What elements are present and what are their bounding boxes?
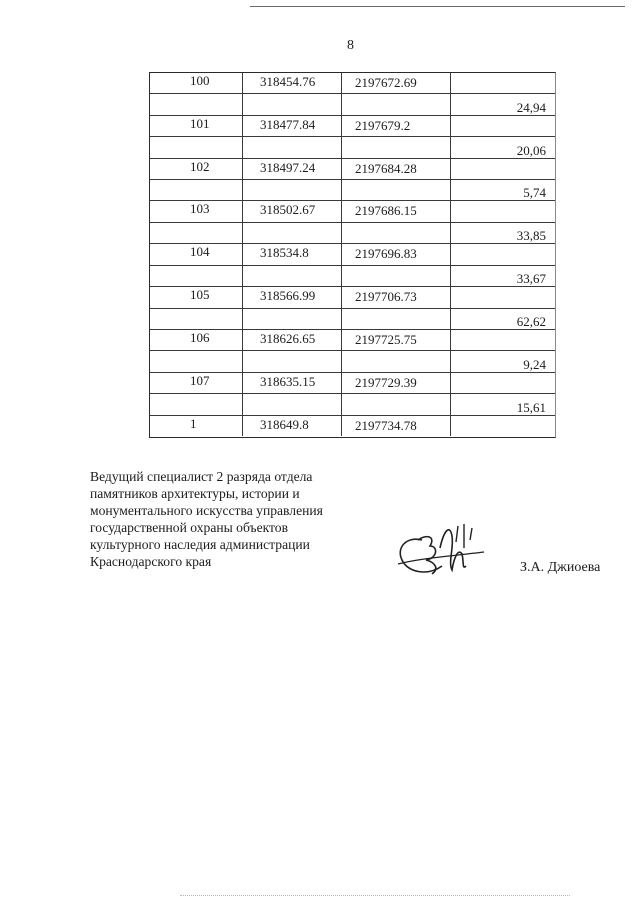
distance-cell-text: 62,62 bbox=[516, 313, 546, 329]
point-number-cell bbox=[150, 373, 243, 393]
y-coordinate-cell-text: 2197725.75 bbox=[355, 331, 417, 347]
table-row bbox=[150, 266, 555, 287]
distance-cell bbox=[451, 223, 555, 243]
x-coordinate-cell bbox=[243, 180, 342, 200]
x-coordinate-cell bbox=[243, 223, 342, 243]
distance-cell bbox=[451, 351, 555, 371]
point-number-cell bbox=[150, 330, 243, 350]
point-number-cell bbox=[150, 201, 243, 221]
point-number-cell bbox=[150, 159, 243, 179]
point-number-cell-text: 100 bbox=[190, 73, 210, 88]
distance-cell-text: 24,94 bbox=[516, 99, 546, 115]
y-coordinate-cell bbox=[342, 116, 451, 136]
signer-title: Ведущий специалист 2 разряда отдела памятников архитектуры, истории и монументального искусства управления государственной охраны объектов культурного наследия администрации Краснодарского края bbox=[90, 469, 323, 569]
distance-cell bbox=[451, 94, 555, 114]
point-number-cell bbox=[150, 116, 243, 136]
table-row bbox=[150, 244, 555, 265]
point-number-cell bbox=[150, 180, 243, 200]
table-row bbox=[150, 416, 555, 436]
x-coordinate-cell bbox=[243, 416, 342, 436]
x-coordinate-cell bbox=[243, 159, 342, 179]
table-row bbox=[150, 159, 555, 180]
table-row bbox=[150, 309, 555, 330]
y-coordinate-cell bbox=[342, 266, 451, 286]
point-number-cell-text: 102 bbox=[190, 158, 210, 174]
point-number-cell bbox=[150, 73, 243, 93]
distance-cell bbox=[451, 137, 555, 157]
x-coordinate-cell bbox=[243, 351, 342, 371]
distance-cell bbox=[451, 416, 555, 436]
y-coordinate-cell bbox=[342, 330, 451, 350]
point-number-cell-text: 107 bbox=[190, 372, 210, 388]
x-coordinate-cell bbox=[243, 201, 342, 221]
x-coordinate-cell-text: 318635.15 bbox=[260, 373, 316, 389]
distance-cell bbox=[451, 73, 555, 93]
distance-cell bbox=[451, 394, 555, 414]
table-row bbox=[150, 116, 555, 137]
table-row bbox=[150, 287, 555, 308]
distance-cell bbox=[451, 159, 555, 179]
table-row bbox=[150, 73, 555, 94]
point-number-cell-text: 101 bbox=[190, 115, 210, 131]
distance-cell bbox=[451, 287, 555, 307]
point-number-cell bbox=[150, 94, 243, 114]
y-coordinate-cell bbox=[342, 180, 451, 200]
x-coordinate-cell-text: 318649.8 bbox=[260, 416, 309, 432]
point-number-cell bbox=[150, 394, 243, 414]
distance-cell bbox=[451, 330, 555, 350]
y-coordinate-cell bbox=[342, 94, 451, 114]
y-coordinate-cell-text: 2197729.39 bbox=[355, 374, 417, 390]
y-coordinate-cell bbox=[342, 287, 451, 307]
distance-cell-text: 5,74 bbox=[523, 185, 546, 201]
point-number-cell bbox=[150, 137, 243, 157]
distance-cell bbox=[451, 116, 555, 136]
point-number-cell bbox=[150, 309, 243, 329]
y-coordinate-cell bbox=[342, 137, 451, 157]
x-coordinate-cell bbox=[243, 116, 342, 136]
x-coordinate-cell bbox=[243, 330, 342, 350]
x-coordinate-cell bbox=[243, 309, 342, 329]
table-row bbox=[150, 137, 555, 158]
x-coordinate-cell bbox=[243, 287, 342, 307]
y-coordinate-cell bbox=[342, 373, 451, 393]
coordinates-table bbox=[149, 72, 556, 438]
y-coordinate-cell-text: 2197684.28 bbox=[355, 160, 417, 176]
y-coordinate-cell-text: 2197672.69 bbox=[355, 75, 417, 90]
table-row bbox=[150, 351, 555, 372]
y-coordinate-cell bbox=[342, 73, 451, 93]
y-coordinate-cell bbox=[342, 416, 451, 436]
distance-cell-text: 33,67 bbox=[516, 271, 546, 287]
table-row bbox=[150, 223, 555, 244]
x-coordinate-cell-text: 318534.8 bbox=[260, 245, 309, 261]
table-row bbox=[150, 180, 555, 201]
distance-cell-text: 20,06 bbox=[516, 142, 546, 158]
y-coordinate-cell-text: 2197706.73 bbox=[355, 289, 417, 305]
point-number-cell bbox=[150, 244, 243, 264]
y-coordinate-cell-text: 2197696.83 bbox=[355, 246, 417, 262]
y-coordinate-cell bbox=[342, 351, 451, 371]
x-coordinate-cell-text: 318566.99 bbox=[260, 288, 316, 304]
distance-cell-text: 9,24 bbox=[523, 356, 546, 372]
distance-cell-text: 33,85 bbox=[516, 228, 546, 244]
point-number-cell bbox=[150, 266, 243, 286]
point-number-cell bbox=[150, 351, 243, 371]
distance-cell bbox=[451, 373, 555, 393]
table-row bbox=[150, 201, 555, 222]
x-coordinate-cell bbox=[243, 73, 342, 93]
x-coordinate-cell bbox=[243, 137, 342, 157]
y-coordinate-cell bbox=[342, 223, 451, 243]
scan-artifact-line bbox=[180, 895, 570, 898]
point-number-cell bbox=[150, 223, 243, 243]
point-number-cell-text: 1 bbox=[190, 415, 197, 431]
x-coordinate-cell bbox=[243, 94, 342, 114]
top-rule bbox=[250, 6, 625, 7]
table-row bbox=[150, 394, 555, 415]
signer-name: З.А. Джиоева bbox=[520, 560, 601, 575]
y-coordinate-cell bbox=[342, 159, 451, 179]
table-row bbox=[150, 94, 555, 115]
distance-cell bbox=[451, 309, 555, 329]
y-coordinate-cell bbox=[342, 394, 451, 414]
x-coordinate-cell bbox=[243, 373, 342, 393]
point-number-cell-text: 105 bbox=[190, 287, 210, 303]
distance-cell bbox=[451, 201, 555, 221]
distance-cell bbox=[451, 244, 555, 264]
point-number-cell-text: 104 bbox=[190, 244, 210, 260]
point-number-cell bbox=[150, 416, 243, 436]
table-row bbox=[150, 373, 555, 394]
distance-cell bbox=[451, 266, 555, 286]
x-coordinate-cell bbox=[243, 244, 342, 264]
y-coordinate-cell bbox=[342, 309, 451, 329]
point-number-cell-text: 106 bbox=[190, 329, 210, 345]
y-coordinate-cell-text: 2197686.15 bbox=[355, 203, 417, 219]
page-number: 8 bbox=[347, 38, 354, 53]
x-coordinate-cell-text: 318502.67 bbox=[260, 202, 316, 218]
x-coordinate-cell bbox=[243, 266, 342, 286]
y-coordinate-cell-text: 2197734.78 bbox=[355, 417, 417, 433]
distance-cell bbox=[451, 180, 555, 200]
point-number-cell-text: 103 bbox=[190, 201, 210, 217]
x-coordinate-cell bbox=[243, 394, 342, 414]
table-row bbox=[150, 330, 555, 351]
x-coordinate-cell-text: 318626.65 bbox=[260, 330, 316, 346]
y-coordinate-cell-text: 2197679.2 bbox=[355, 117, 411, 133]
signature-icon bbox=[392, 518, 492, 580]
y-coordinate-cell bbox=[342, 201, 451, 221]
distance-cell-text: 15,61 bbox=[516, 399, 546, 415]
point-number-cell bbox=[150, 287, 243, 307]
x-coordinate-cell-text: 318497.24 bbox=[260, 159, 316, 175]
y-coordinate-cell bbox=[342, 244, 451, 264]
x-coordinate-cell-text: 318454.76 bbox=[260, 74, 316, 89]
x-coordinate-cell-text: 318477.84 bbox=[260, 116, 316, 132]
